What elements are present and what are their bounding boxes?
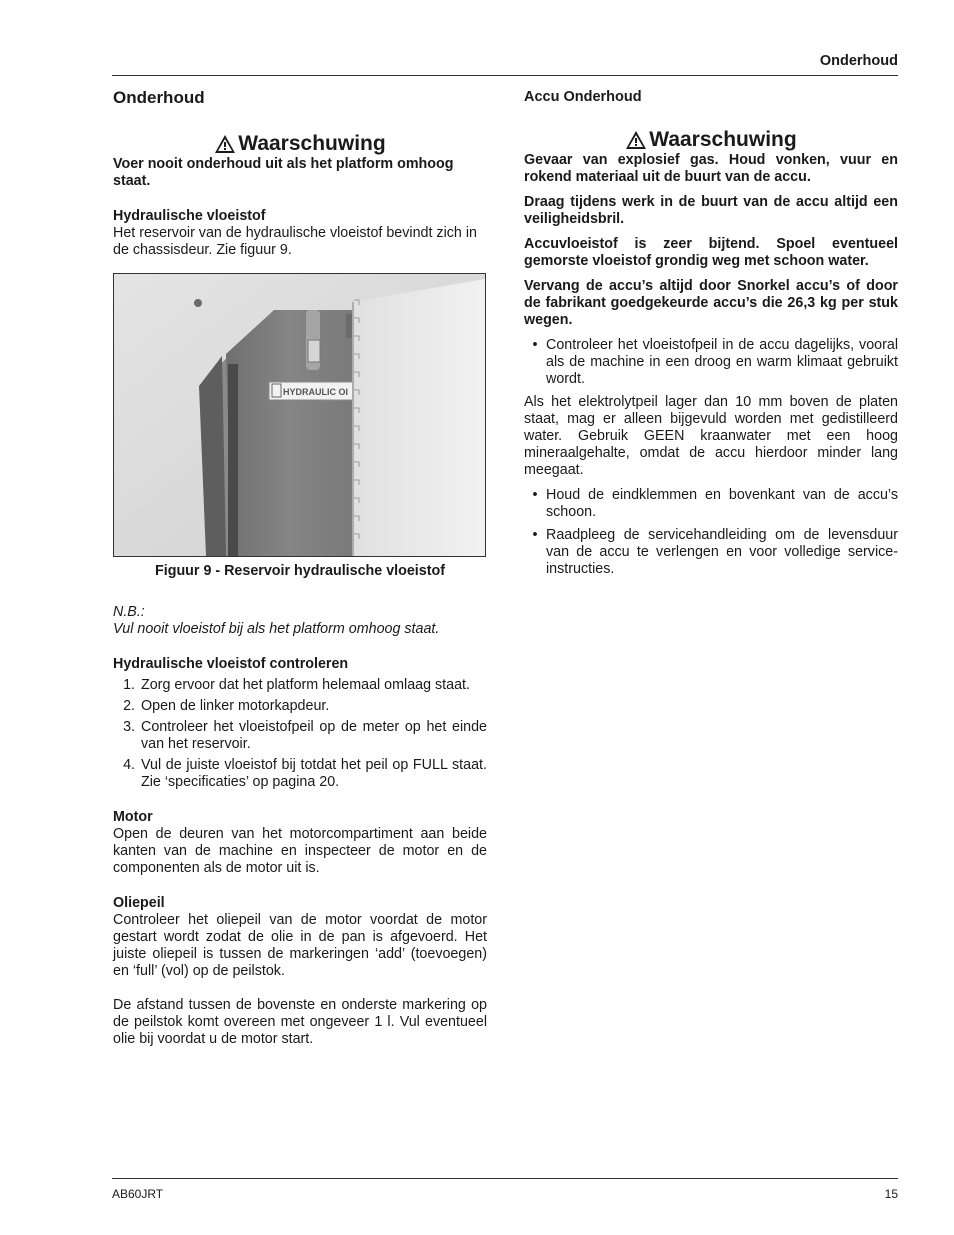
page-number: 15 xyxy=(884,1187,898,1201)
oil-text-2: De afstand tussen de bovenste en onderste markering op de peilstok komt overeen met ongeveer 1 l. Vul eventueel olie bij voordat u de motor start. xyxy=(113,997,487,1047)
nb-label: N.B.: xyxy=(113,604,145,620)
battery-warning-heading xyxy=(524,128,898,152)
warning-triangle-icon xyxy=(214,134,236,154)
figure-hydraulic-reservoir xyxy=(113,273,486,557)
battery-warning-title: Waarschuwing xyxy=(649,128,797,151)
hydraulic-text: Het reservoir van de hydraulische vloeistof bevindt zich in de chassisdeur. Zie figuur 9. xyxy=(113,225,477,258)
reservoir-photo xyxy=(114,274,485,556)
header-rule xyxy=(112,75,898,76)
nb-text: Vul nooit vloeistof bij als het platform omhoog staat. xyxy=(113,621,440,637)
list-item: 4. Vul de juiste vloeistof bij totdat het peil op FULL staat. Zie ‘specificaties’ op pagina 20. xyxy=(123,757,487,790)
list-item: 1. Zorg ervoor dat het platform helemaal omlaag staat. xyxy=(123,677,470,693)
battery-warning-3: Accuvloeistof is zeer bijtend. Spoel eventueel gemorste vloeistof grondig weg met schoon water. xyxy=(524,236,898,269)
footer-rule xyxy=(112,1178,898,1179)
oil-heading: Oliepeil xyxy=(113,895,165,911)
hydraulic-label-text: HYDRAULIC OI xyxy=(283,387,348,397)
motor-text: Open de deuren van het motorcompartiment aan beide kanten van de machine en inspecteer de motor en de componenten als de motor uit is. xyxy=(113,826,487,876)
left-column xyxy=(113,88,487,1048)
right-column xyxy=(524,88,898,584)
battery-bullets-1 xyxy=(524,337,898,388)
figure-caption: Figuur 9 - Reservoir hydraulische vloeistof xyxy=(155,563,445,579)
check-steps-list xyxy=(113,677,487,791)
section-title-accu: Accu Onderhoud xyxy=(524,89,642,105)
section-title-onderhoud: Onderhoud xyxy=(113,88,205,107)
list-item: 2. Open de linker motorkapdeur. xyxy=(123,698,330,714)
warning-text: Voer nooit onderhoud uit als het platform omhoog staat. xyxy=(113,156,454,189)
oil-text-1: Controleer het oliepeil van de motor voordat de motor gestart wordt zodat de olie in de pan is afgevoerd. Het juiste oliepeil is tussen de markeringen ‘add’ (toevoegen) en ‘full’ (vol) op de peilstok. xyxy=(113,912,487,979)
page-header-title: Onderhoud xyxy=(819,53,898,69)
electrolyte-text: Als het elektrolytpeil lager dan 10 mm boven de platen staat, mag er alleen bijgevuld worden met gedistilleerd water. Gebruik GEEN kraanwater met een hoog mineraalgehalte, omdat de accu hierdoor minder lang meegaat. xyxy=(524,394,898,478)
list-item: • Raadpleeg de servicehandleiding om de levensduur van de accu te verlengen en voor volledige service-instructies. xyxy=(532,527,898,577)
battery-warning-1: Gevaar van explosief gas. Houd vonken, vuur en rokend materiaal uit de buurt van de accu. xyxy=(524,152,898,185)
list-item: • Houd de eindklemmen en bovenkant van de accu’s schoon. xyxy=(532,487,898,520)
battery-warning-2: Draag tijdens werk in de buurt van de accu altijd een veiligheidsbril. xyxy=(524,194,898,227)
warning-heading xyxy=(113,132,487,156)
warning-triangle-icon xyxy=(625,130,647,150)
check-heading: Hydraulische vloeistof controleren xyxy=(113,656,349,672)
list-item: • Controleer het vloeistofpeil in de accu dagelijks, vooral als de machine in een droog en warm klimaat gebruikt wordt. xyxy=(532,337,898,387)
footer-model: AB60JRT xyxy=(112,1187,164,1201)
warning-title: Waarschuwing xyxy=(238,132,386,155)
motor-heading: Motor xyxy=(113,809,153,825)
hydraulic-heading: Hydraulische vloeistof xyxy=(113,208,266,224)
battery-bullets-2 xyxy=(524,487,898,578)
list-item: 3. Controleer het vloeistofpeil op de meter op het einde van het reservoir. xyxy=(123,719,487,752)
battery-warning-4: Vervang de accu’s altijd door Snorkel accu’s of door de fabrikant goedgekeurde accu’s die 26,3 kg per stuk wegen. xyxy=(524,278,898,328)
